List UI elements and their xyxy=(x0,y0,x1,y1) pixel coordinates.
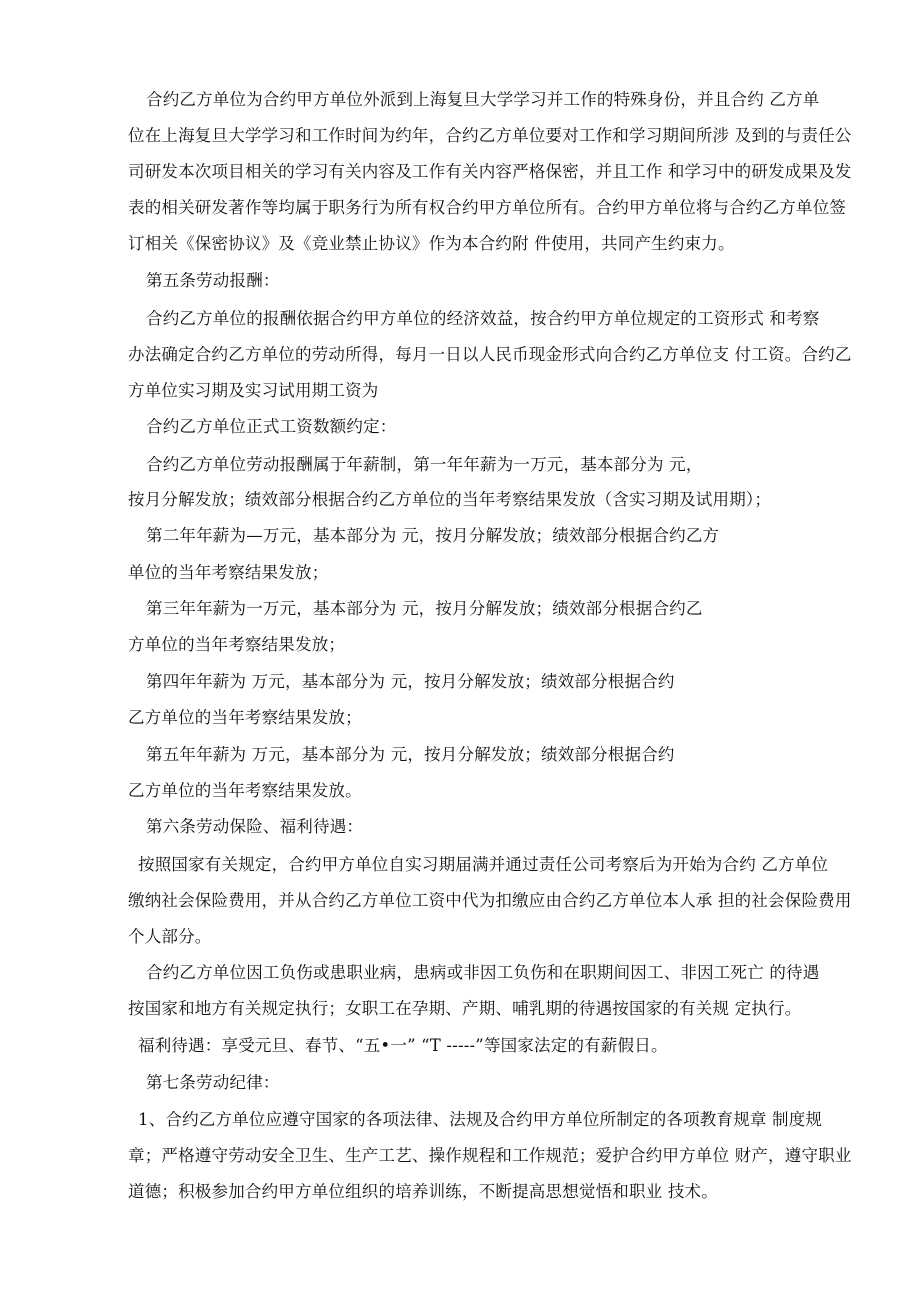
paragraph-line: 章；严格遵守劳动安全卫生、生产工艺、操作规程和工作规范；爱护合约甲方单位 财产，遵守职业 xyxy=(128,1146,852,1165)
paragraph-line: 单位的当年考察结果发放； xyxy=(128,563,329,582)
paragraph-line: 缴纳社会保险费用，并从合约乙方单位工资中代为扣缴应由合约乙方单位本人承 担的社会保险费用 xyxy=(128,891,852,910)
paragraph-line: 表的相关研发著作等均属于职务行为所有权合约甲方单位所有。合约甲方单位将与合约乙方单位签 xyxy=(128,198,847,217)
paragraph-line: 司研发本次项目相关的学习有关内容及工作有关内容严格保密，并且工作 和学习中的研发成果及发 xyxy=(128,162,852,181)
section-heading: 第七条劳动纪律： xyxy=(146,1073,280,1092)
section-heading: 第六条劳动保险、福利待遇： xyxy=(146,817,364,836)
paragraph-line: 合约乙方单位劳动报酬属于年薪制，第一年年薪为一万元，基本部分为 元， xyxy=(146,455,703,474)
paragraph-line: 道德；积极参加合约甲方单位组织的培养训练，不断提高思想觉悟和职业 技术。 xyxy=(128,1182,718,1201)
section-heading: 第五条劳动报酬： xyxy=(146,271,280,290)
paragraph-line: 办法确定合约乙方单位的劳动所得，每月一日以人民币现金形式向合约乙方单位支 付工资。合约乙 xyxy=(128,345,852,364)
paragraph-line: 乙方单位的当年考察结果发放。 xyxy=(128,781,362,800)
paragraph-line: 订相关《保密协议》及《竞业禁止协议》作为本合约附 件使用，共同产生约束力。 xyxy=(128,234,735,253)
paragraph-line: 合约乙方单位正式工资数额约定： xyxy=(146,417,397,436)
paragraph-line: 第四年年薪为 万元，基本部分为 元，按月分解发放；绩效部分根据合约 xyxy=(146,672,675,691)
paragraph-line: 合约乙方单位因工负伤或患职业病，患病或非因工负伤和在职期间因工、非因工死亡 的待遇 xyxy=(146,963,820,982)
paragraph-line: 方单位的当年考察结果发放； xyxy=(128,635,346,654)
paragraph-line: 位在上海复旦大学学习和工作时间为约年，合约乙方单位要对工作和学习期间所涉 及到的与责任公 xyxy=(128,126,852,145)
paragraph-line: 按照国家有关规定，合约甲方单位自实习期届满并通过责任公司考察后为开始为合约 乙方单位 xyxy=(138,855,829,874)
paragraph-line: 第二年年薪为—万元，基本部分为 元，按月分解发放；绩效部分根据合约乙方 xyxy=(146,526,720,545)
paragraph-line: 1、合约乙方单位应遵守国家的各项法律、法规及合约甲方单位所制定的各项教育规章 制度规 xyxy=(138,1110,823,1129)
paragraph-line: 乙方单位的当年考察结果发放； xyxy=(128,708,362,727)
paragraph-line: 个人部分。 xyxy=(128,927,212,946)
paragraph-line: 按月分解发放；绩效部分根据合约乙方单位的当年考察结果发放（含实习期及试用期）； xyxy=(128,490,772,509)
paragraph-line: 合约乙方单位的报酬依据合约甲方单位的经济效益，按合约甲方单位规定的工资形式 和考察 xyxy=(146,309,820,328)
paragraph-line: 第五年年薪为 万元，基本部分为 元，按月分解发放；绩效部分根据合约 xyxy=(146,745,675,764)
paragraph-line: 第三年年薪为一万元，基本部分为 元，按月分解发放；绩效部分根据合约乙 xyxy=(146,599,703,618)
paragraph-line: 合约乙方单位为合约甲方单位外派到上海复旦大学学习并工作的特殊身份，并且合约 乙方单 xyxy=(146,90,820,109)
paragraph-line: 按国家和地方有关规定执行；女职工在孕期、产期、哺乳期的待遇按国家的有关规 定执行。 xyxy=(128,999,802,1018)
paragraph-line: 方单位实习期及实习试用期工资为 xyxy=(128,381,379,400)
paragraph-line: 福利待遇：享受元旦、春节、“五•一” “T -----”等国家法定的有薪假日。 xyxy=(138,1036,668,1055)
